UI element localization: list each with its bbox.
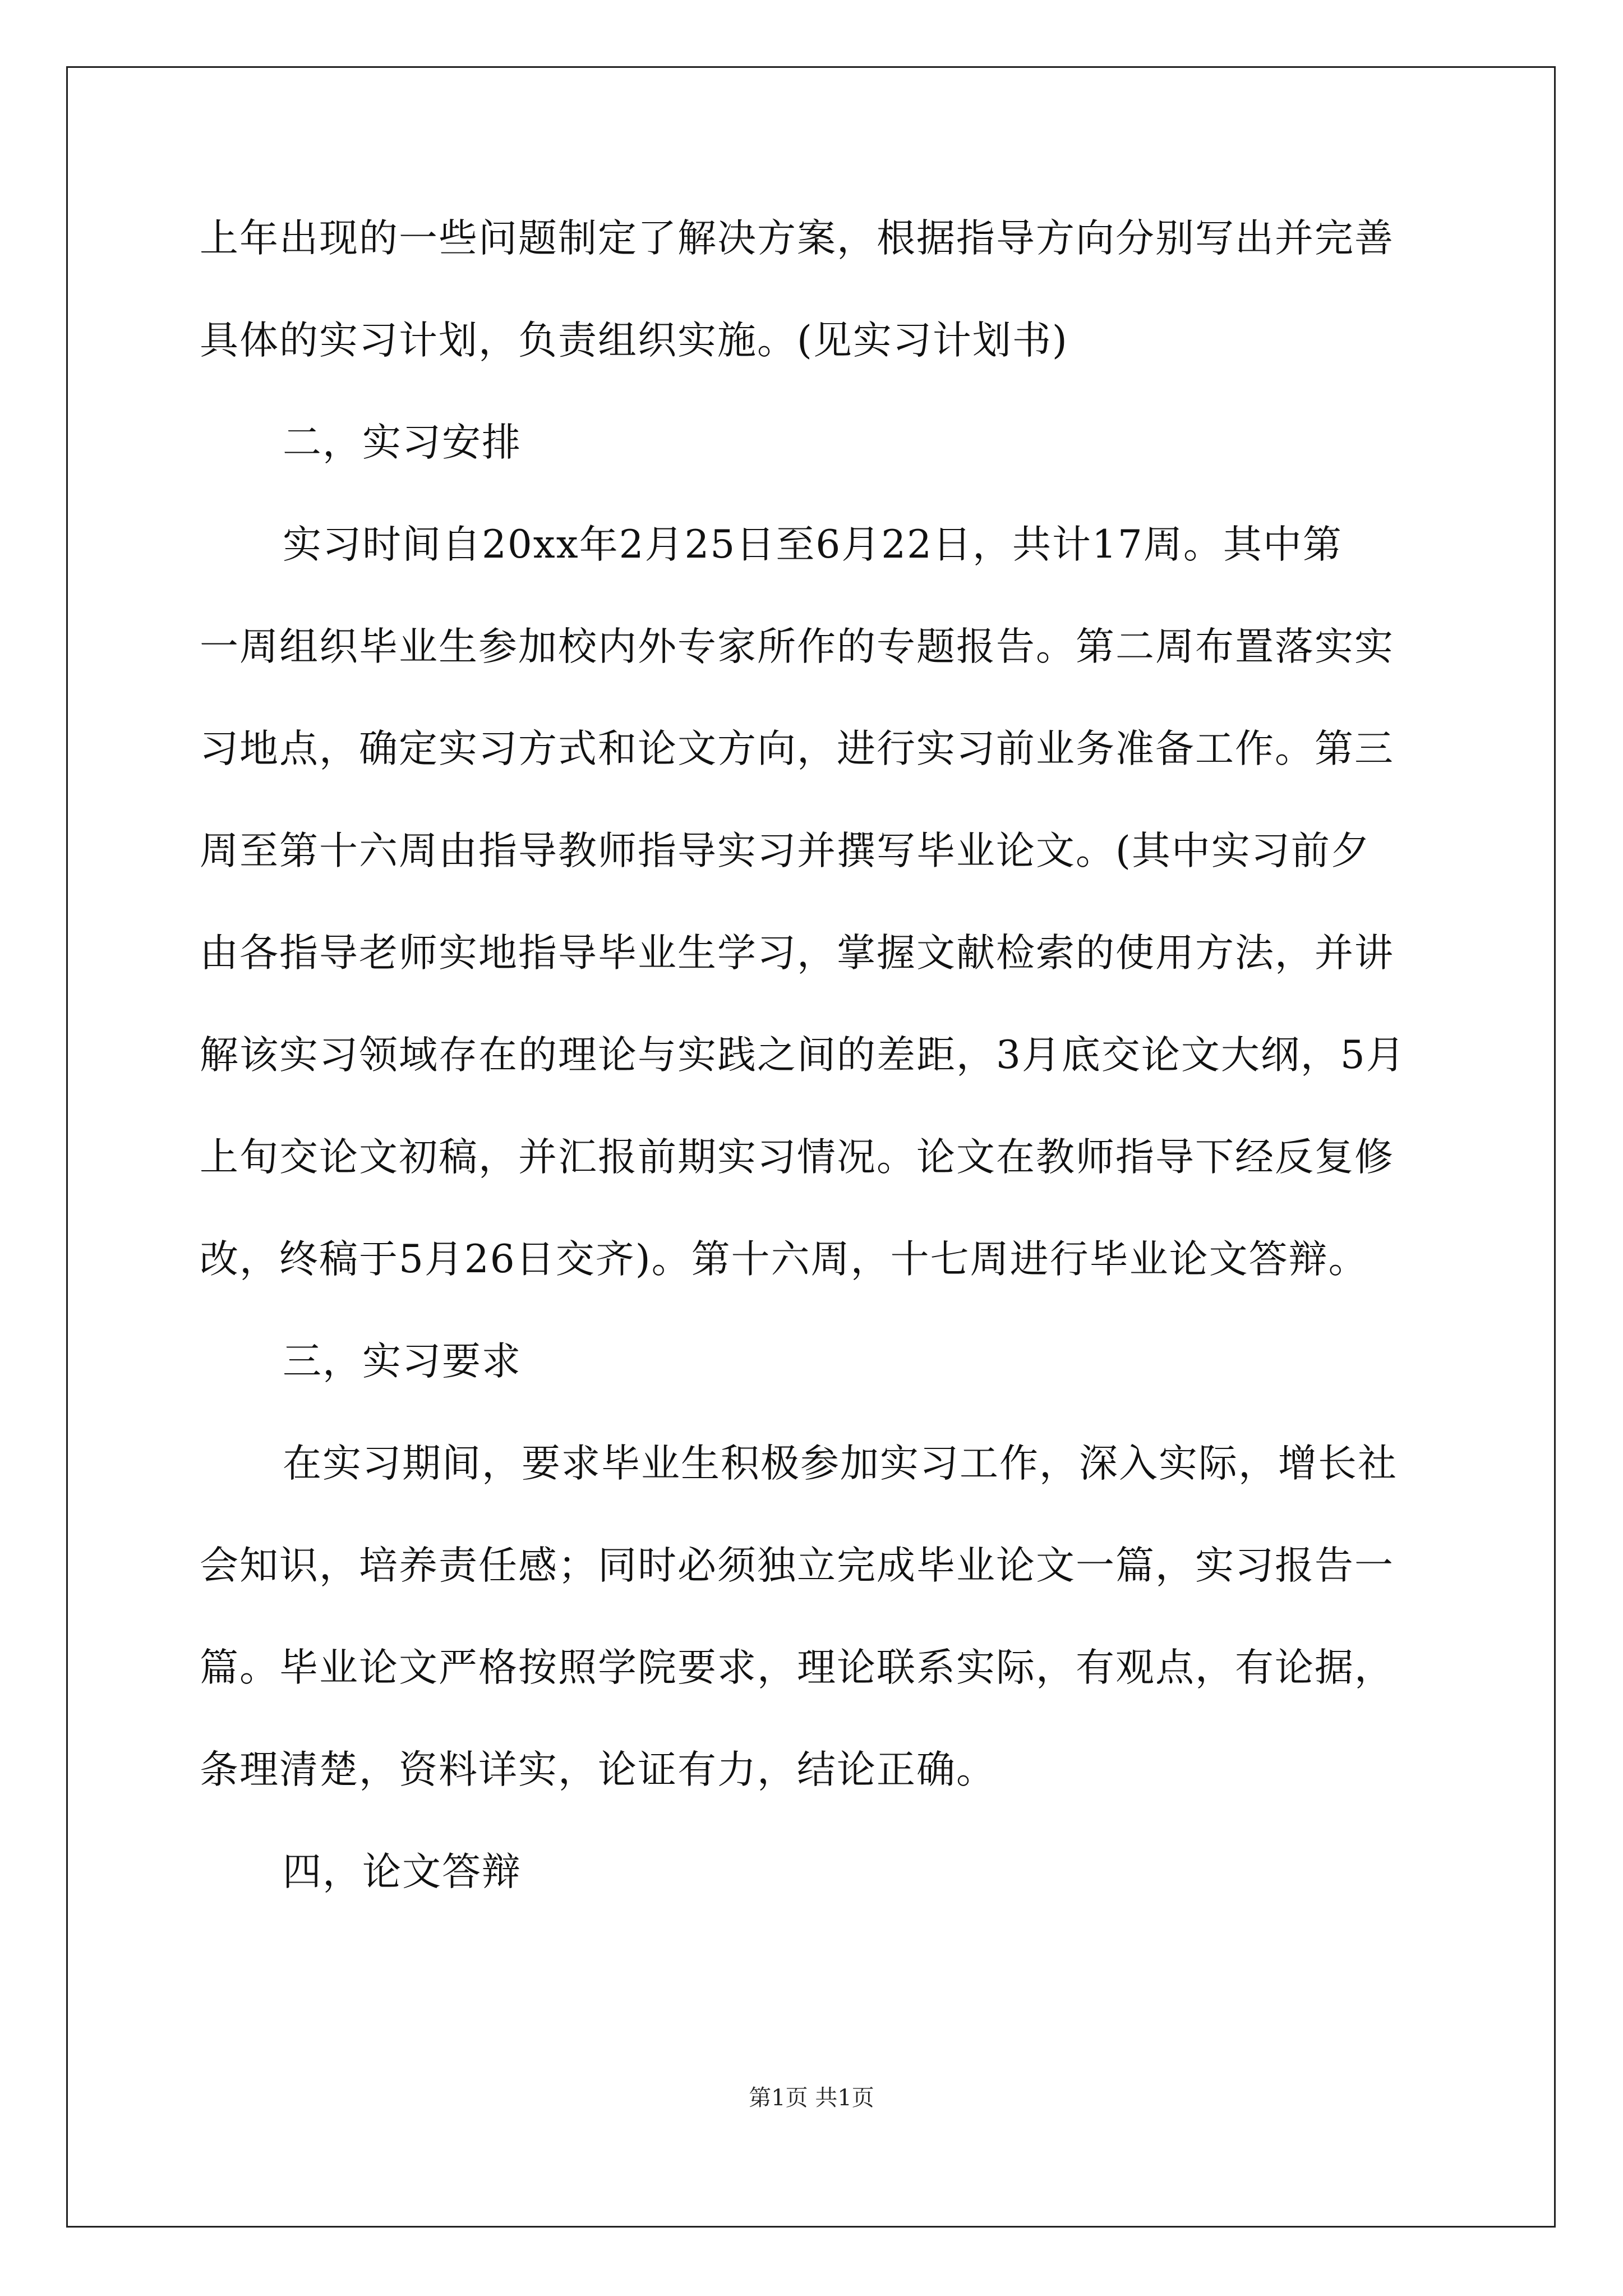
paragraph-line: 一周组织毕业生参加校内外专家所作的专题报告。第二周布置落实实 — [200, 624, 1394, 669]
paragraph-line: 实习时间自20xx年2月25日至6月22日，共计17周。其中第 — [283, 522, 1343, 567]
page-footer: 第1页 共1页 — [749, 2085, 874, 2111]
paragraph-line: 解该实习领域存在的理论与实践之间的差距，3月底交论文大纲，5月 — [200, 1033, 1406, 1078]
paragraph-line: 条理清楚，资料详实，论证有力，结论正确。 — [200, 1747, 996, 1792]
section-heading: 三，实习要求 — [283, 1339, 522, 1384]
section-heading: 四，论文答辩 — [283, 1849, 522, 1894]
paragraph-line: 篇。毕业论文严格按照学院要求，理论联系实际，有观点，有论据， — [200, 1645, 1394, 1690]
paragraph-line: 上旬交论文初稿，并汇报前期实习情况。论文在教师指导下经反复修 — [200, 1135, 1394, 1180]
section-heading: 二，实习安排 — [283, 420, 522, 465]
paragraph-line: 上年出现的一些问题制定了解决方案，根据指导方向分别写出并完善 — [200, 216, 1394, 261]
paragraph-line: 由各指导老师实地指导毕业生学习，掌握文献检索的使用方法，并讲 — [200, 931, 1394, 976]
paragraph-line: 习地点，确定实习方式和论文方向，进行实习前业务准备工作。第三 — [200, 726, 1394, 771]
paragraph-line: 会知识，培养责任感；同时必须独立完成毕业论文一篇，实习报告一 — [200, 1543, 1394, 1588]
paragraph-line: 改，终稿于5月26日交齐)。第十六周，十七周进行毕业论文答辩。 — [200, 1237, 1368, 1282]
paragraph-line: 周至第十六周由指导教师指导实习并撰写毕业论文。(其中实习前夕 — [200, 829, 1371, 873]
paragraph-line: 在实习期间，要求毕业生积极参加实习工作，深入实际，增长社 — [283, 1441, 1398, 1486]
paragraph-line: 具体的实习计划，负责组织实施。(见实习计划书) — [200, 318, 1068, 363]
